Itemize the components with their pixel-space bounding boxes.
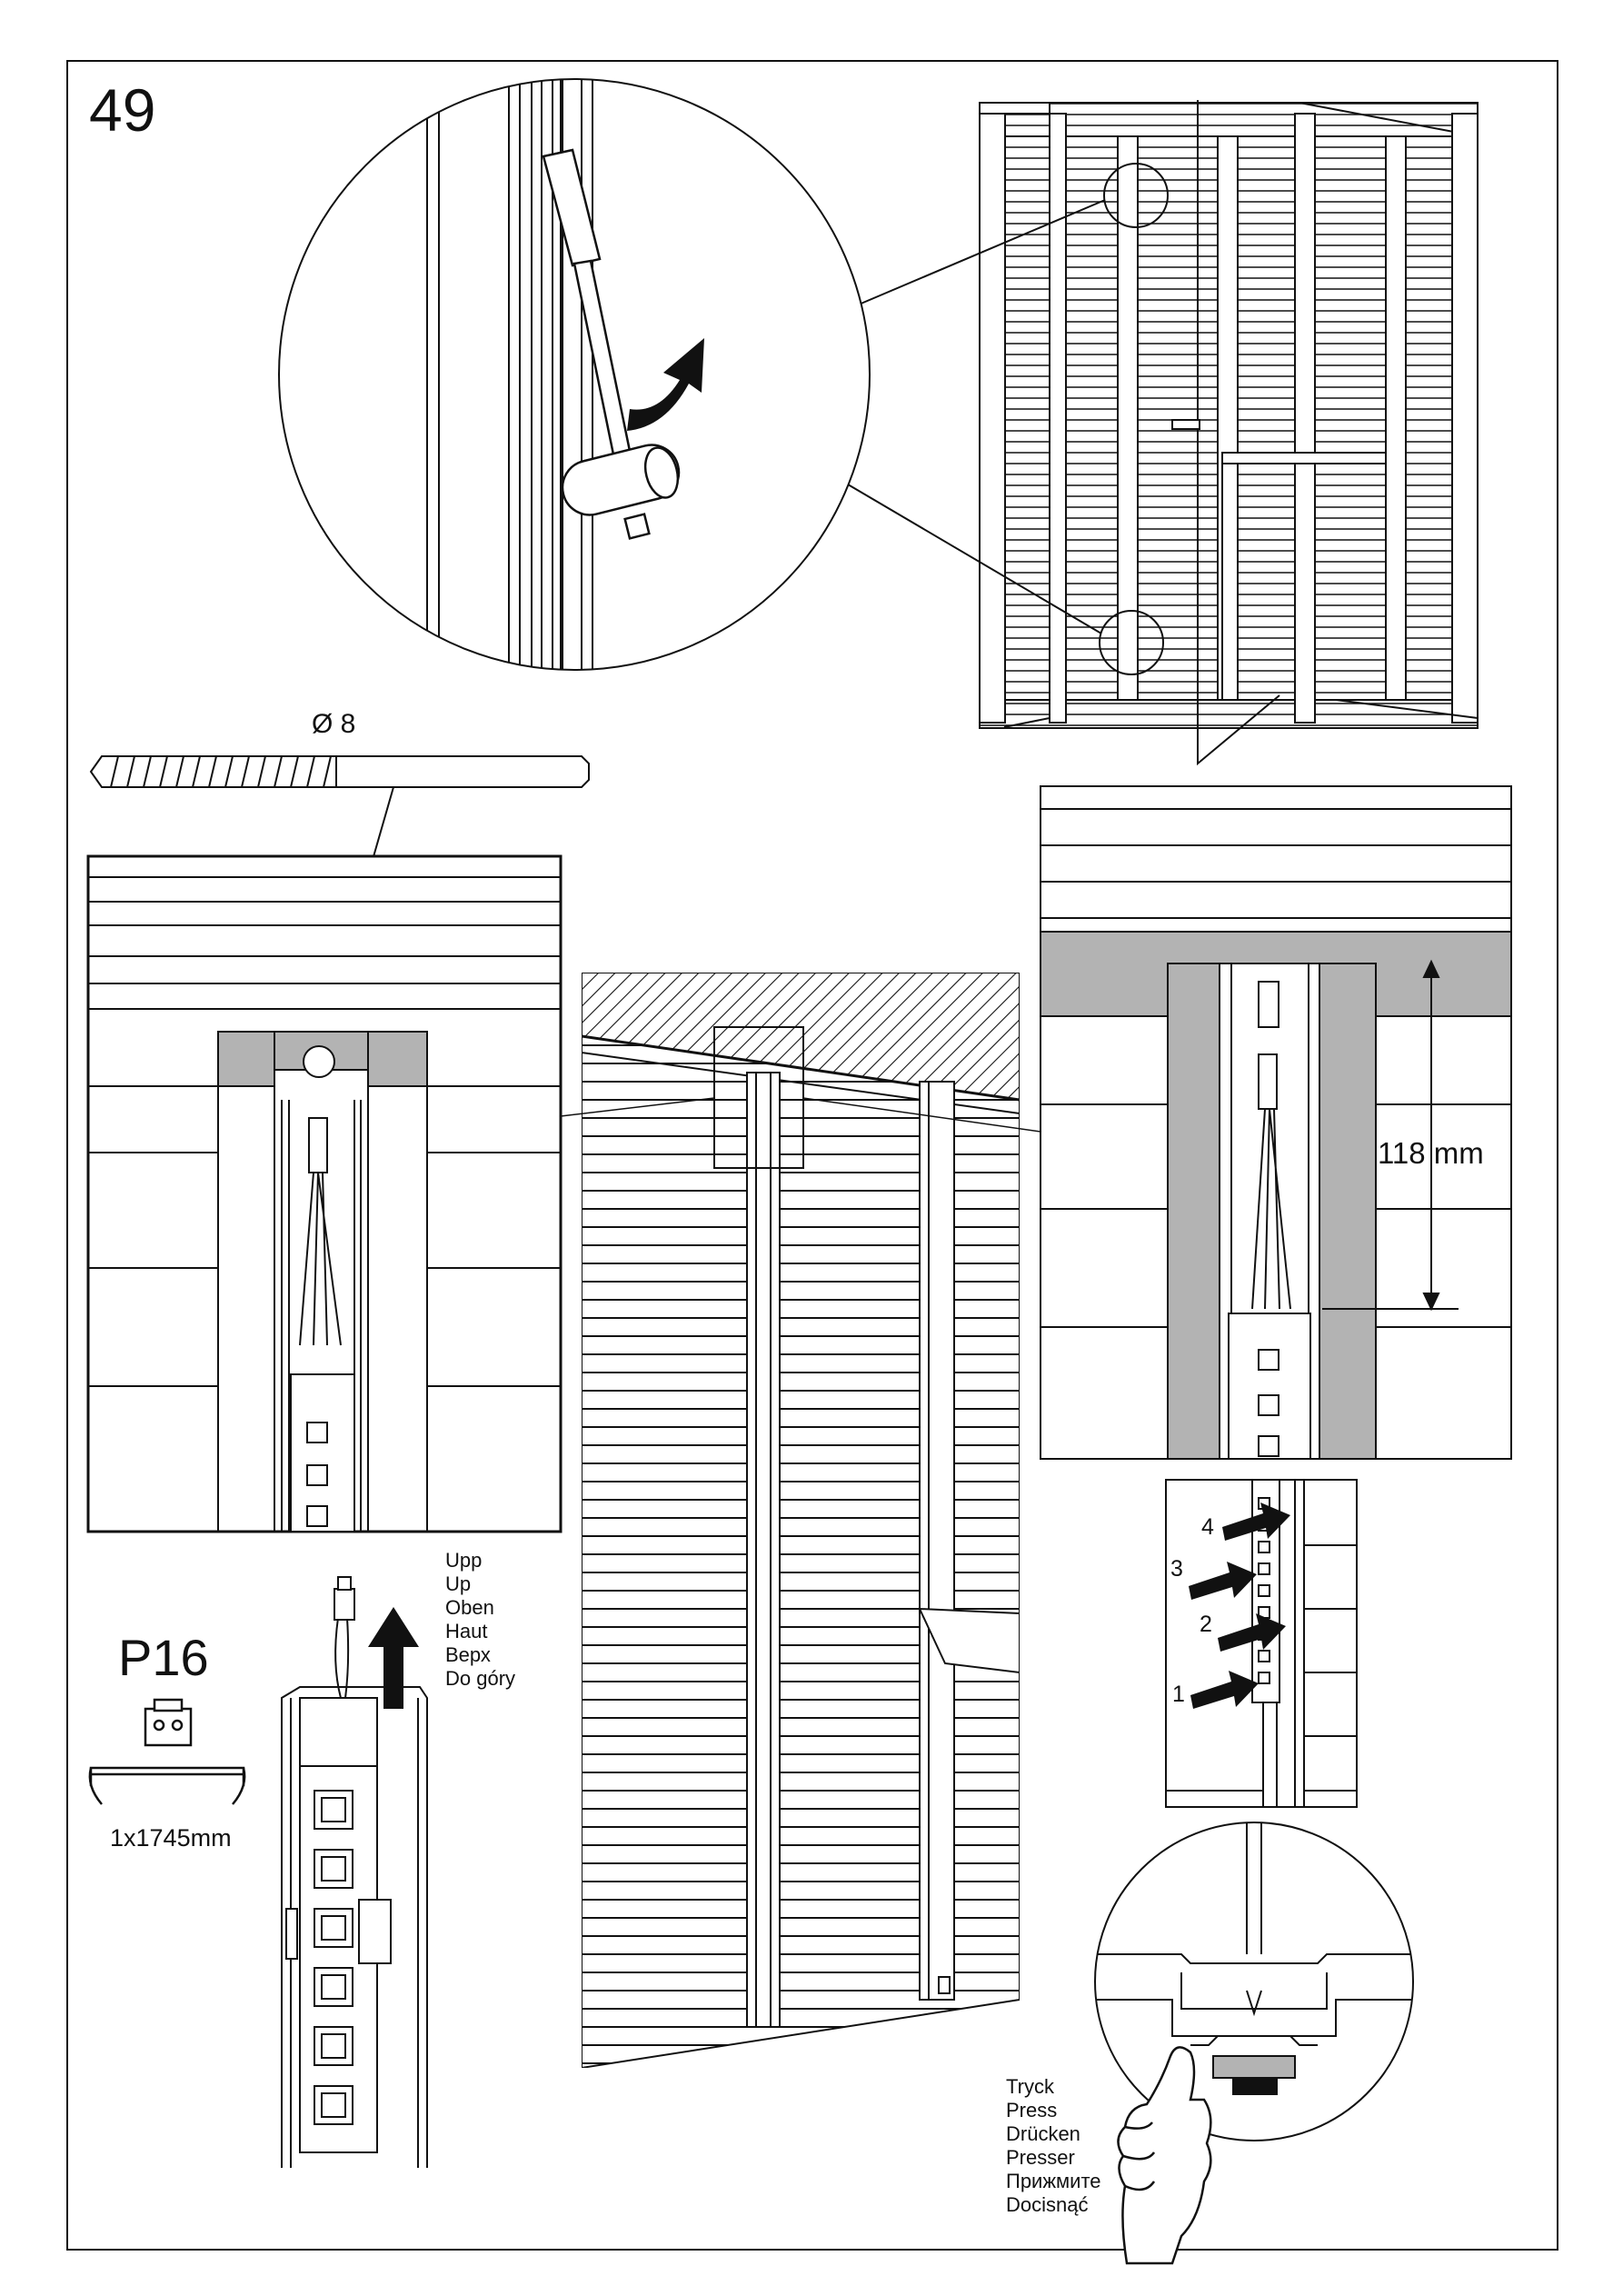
press-label: Tryck xyxy=(1006,2075,1054,2098)
part-length-label: 1x1745mm xyxy=(110,1824,232,1852)
direction-label-list xyxy=(445,1549,515,1691)
led-strip-insert xyxy=(282,1577,427,2168)
hammer-zoom-circle xyxy=(279,55,870,691)
press-step-number: 4 xyxy=(1201,1514,1214,1540)
drill-size-label: Ø 8 xyxy=(312,709,356,739)
press-step-number: 1 xyxy=(1172,1682,1185,1707)
measure-detail-box xyxy=(1041,786,1511,1459)
direction-label: Верх xyxy=(445,1643,491,1666)
direction-label: Haut xyxy=(445,1620,488,1642)
step-number: 49 xyxy=(89,76,156,144)
press-label-list xyxy=(1006,2075,1101,2217)
up-arrow-icon xyxy=(368,1607,419,1709)
press-label: Docisnąć xyxy=(1006,2193,1089,2216)
direction-label: Up xyxy=(445,1572,472,1595)
part-id-label: P16 xyxy=(118,1629,209,1686)
press-label: Presser xyxy=(1006,2146,1075,2169)
cabin-overview xyxy=(843,100,1478,764)
measurement-label: 118 mm xyxy=(1378,1136,1484,1170)
direction-label: Do góry xyxy=(445,1667,516,1690)
wall-perspective xyxy=(582,973,1020,2068)
p16-profile-icon xyxy=(90,1700,244,1804)
drill-detail-box xyxy=(88,856,561,1532)
profile-cross-section-circle xyxy=(1095,1809,1418,2141)
press-label: Drücken xyxy=(1006,2122,1080,2145)
press-step-number: 2 xyxy=(1200,1612,1212,1637)
press-label: Прижмите xyxy=(1006,2170,1101,2192)
press-step-number: 3 xyxy=(1170,1556,1183,1582)
press-label: Press xyxy=(1006,2099,1058,2121)
direction-label: Oben xyxy=(445,1596,494,1619)
direction-label: Upp xyxy=(445,1549,483,1572)
